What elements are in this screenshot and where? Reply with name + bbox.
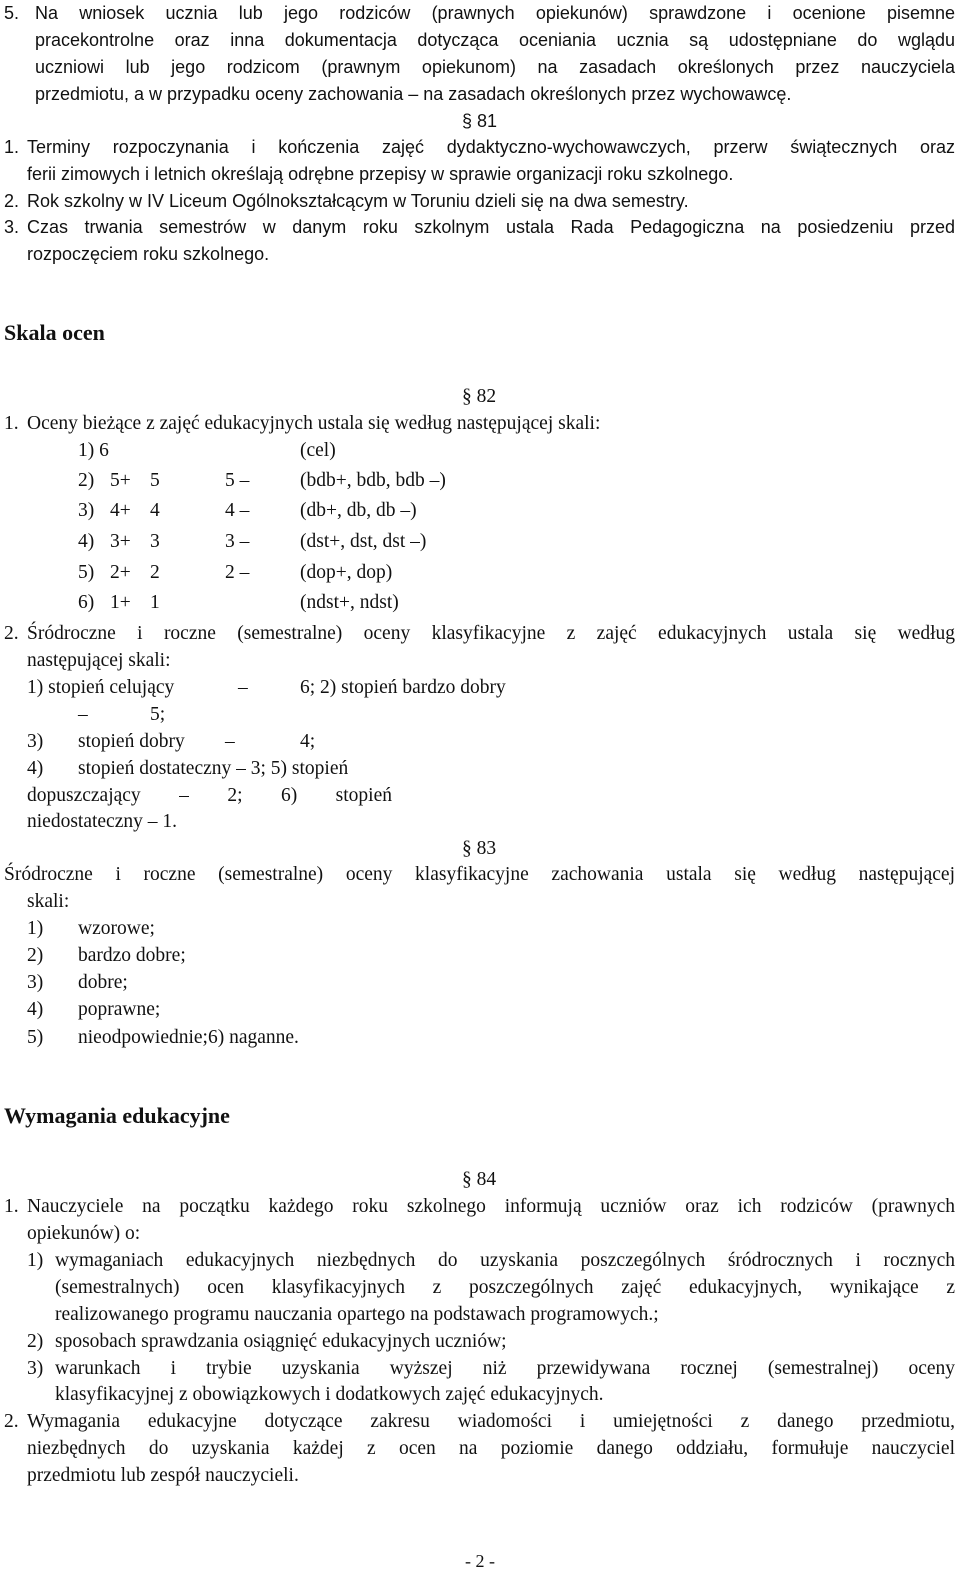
behavior-item-text: poprawne;	[78, 999, 161, 1020]
para5-line: pracekontrolne oraz inna dokumentacja dotycząca oceniania ucznia są udostępniane do wglądu	[35, 30, 955, 50]
behavior-item-number: 3)	[27, 972, 44, 993]
s84-sub-line: (semestralnych) ocen klasyfikacyjnych z poszczególnych zajęć edukacyjnych, wynikające z	[55, 1277, 955, 1298]
s82-item2-line: Śródroczne i roczne (semestralne) oceny klasyfikacyjne z zajęć edukacyjnych ustala się według	[27, 623, 955, 644]
grade-base: 4	[150, 500, 160, 521]
grade-row-label: 6)	[78, 592, 95, 613]
behavior-item-text: dobre;	[78, 972, 128, 993]
behavior-item-text: wzorowe;	[78, 918, 155, 939]
grade-minus: 2 –	[225, 562, 250, 583]
behavior-item-text: bardzo dobre;	[78, 945, 186, 966]
scale-text: 5;	[150, 704, 166, 725]
s81-item2-text: Rok szkolny w IV Liceum Ogólnokształcącym w Toruniu dzieli się na dwa semestry.	[27, 191, 689, 211]
behavior-item-number: 2)	[27, 945, 44, 966]
scale-text: 4)	[27, 758, 44, 779]
s82-item2-number: 2.	[4, 623, 19, 644]
scale-text: stopień dostateczny – 3; 5) stopień	[78, 758, 349, 779]
s84-item2-line: przedmiotu lub zespół nauczycieli.	[27, 1465, 299, 1486]
section-82-label: § 82	[462, 386, 497, 407]
grade-base: 1	[150, 592, 160, 613]
section-83-label: § 83	[462, 838, 497, 859]
heading-wymagania-edukacyjne: Wymagania edukacyjne	[4, 1103, 230, 1128]
s82-item2-line: następującej skali:	[27, 650, 171, 671]
scale-dash: –	[225, 731, 235, 752]
scale-dash: –	[78, 704, 88, 725]
s81-item3-number: 3.	[4, 217, 20, 237]
s84-sub-number: 2)	[27, 1331, 44, 1352]
heading-skala-ocen: Skala ocen	[4, 320, 105, 345]
grade-row-label: 4)	[78, 531, 95, 552]
s81-item3-line: Czas trwania semestrów w danym roku szkolnym ustala Rada Pedagogiczna na posiedzeniu przed	[27, 217, 955, 237]
grade-row-abbr: (cel)	[300, 440, 336, 461]
grade-row-abbr: (bdb+, bdb, bdb –)	[300, 470, 446, 491]
s84-item2-line: Wymagania edukacyjne dotyczące zakresu wiadomości i umiejętności z danego przedmiotu,	[27, 1411, 955, 1432]
s84-sub-line: warunkach i trybie uzyskania wyższej niż przewidywana rocznej (semestralnej) oceny	[55, 1358, 955, 1379]
s83-intro-line: Śródroczne i roczne (semestralne) oceny klasyfikacyjne zachowania ustala się według następującej	[4, 864, 955, 885]
s81-item2-number: 2.	[4, 191, 20, 211]
s84-item1-line: Nauczyciele na początku każdego roku szkolnego informują uczniów oraz ich rodziców (prawnych	[27, 1196, 955, 1217]
grade-minus: 3 –	[225, 531, 250, 552]
grade-row-abbr: (ndst+, ndst)	[300, 592, 399, 613]
s84-sub-line: wymaganiach edukacyjnych niezbędnych do uzyskania poszczególnych śródrocznych i rocznych	[55, 1250, 955, 1271]
s84-sub-number: 1)	[27, 1250, 44, 1271]
grade-minus: 5 –	[225, 470, 250, 491]
para5-line: przedmiotu, a w przypadku oceny zachowania – na zasadach określonych przez wychowawcę.	[35, 84, 792, 104]
s82-item1-number: 1.	[4, 413, 19, 434]
grade-plus: 4+	[110, 500, 131, 521]
scale-text: 3)	[27, 731, 44, 752]
para5-number: 5.	[4, 3, 20, 23]
behavior-item-number: 1)	[27, 918, 44, 939]
grade-plus: 1+	[110, 592, 131, 613]
scale-text: stopień dobry	[78, 731, 185, 752]
grade-row-abbr: (dop+, dop)	[300, 562, 393, 583]
para5-line: uczniowi lub jego rodzicom (prawnym opiekunom) na zasadach określonych przez nauczyciela	[35, 57, 955, 77]
section-84-label: § 84	[462, 1169, 497, 1190]
scale-text: 1) stopień celujący	[27, 677, 175, 698]
grade-row-label: 5)	[78, 562, 95, 583]
para5-line: Na wniosek ucznia lub jego rodziców (prawnych opiekunów) sprawdzone i ocenione pisemne	[35, 3, 955, 23]
behavior-item-number: 5)	[27, 1027, 44, 1048]
behavior-item-number: 4)	[27, 999, 44, 1020]
s84-sub-number: 3)	[27, 1358, 44, 1379]
s81-item1-number: 1.	[4, 137, 20, 157]
grade-row-abbr: (dst+, dst, dst –)	[300, 531, 427, 552]
grade-plus: 2+	[110, 562, 131, 583]
grade-row-label: 3)	[78, 500, 95, 521]
s84-item1-line: opiekunów) o:	[27, 1223, 141, 1244]
s84-sub-line: sposobach sprawdzania osiągnięć edukacyjnych uczniów;	[55, 1331, 507, 1352]
s81-item1-line: ferii zimowych i letnich określają odrębne przepisy w sprawie organizacji roku szkolnego.	[27, 164, 734, 184]
scale-text: dopuszczający – 2; 6) stopień	[27, 785, 392, 806]
s84-item1-number: 1.	[4, 1196, 19, 1217]
s83-intro-line: skali:	[27, 891, 70, 912]
scale-dash: –	[238, 677, 248, 698]
grade-base: 3	[150, 531, 160, 552]
grade-row-label: 2)	[78, 470, 95, 491]
page-number: - 2 -	[465, 1551, 495, 1571]
s84-sub-line: realizowanego programu nauczania opartego na podstawach programowych.;	[55, 1304, 659, 1325]
scale-text: 4;	[300, 731, 316, 752]
behavior-item-text: nieodpowiednie;6) naganne.	[78, 1027, 299, 1048]
s81-item3-line: rozpoczęciem roku szkolnego.	[27, 244, 270, 264]
section-81-label: § 81	[462, 111, 498, 131]
grade-row-abbr: (db+, db, db –)	[300, 500, 417, 521]
grade-base: 2	[150, 562, 160, 583]
s84-sub-line: klasyfikacyjnej z obowiązkowych i dodatkowych zajęć edukacyjnych.	[55, 1384, 604, 1405]
grade-plus: 3+	[110, 531, 131, 552]
grade-base: 5	[150, 470, 160, 491]
grade-minus: 4 –	[225, 500, 250, 521]
s81-item1-line: Terminy rozpoczynania i kończenia zajęć dydaktyczno-wychowawczych, przerw świątecznych oraz	[27, 137, 955, 157]
s84-item2-number: 2.	[4, 1411, 19, 1432]
scale-text: niedostateczny – 1.	[27, 811, 177, 832]
s82-item1-text: Oceny bieżące z zajęć edukacyjnych ustala się według następującej skali:	[27, 413, 601, 434]
grade-row-label: 1) 6	[78, 440, 109, 461]
s84-item2-line: niezbędnych do uzyskania każdej z ocen na poziomie danego oddziału, formułuje nauczyciel	[27, 1438, 955, 1459]
grade-plus: 5+	[110, 470, 131, 491]
scale-text: 6; 2) stopień bardzo dobry	[300, 677, 506, 698]
